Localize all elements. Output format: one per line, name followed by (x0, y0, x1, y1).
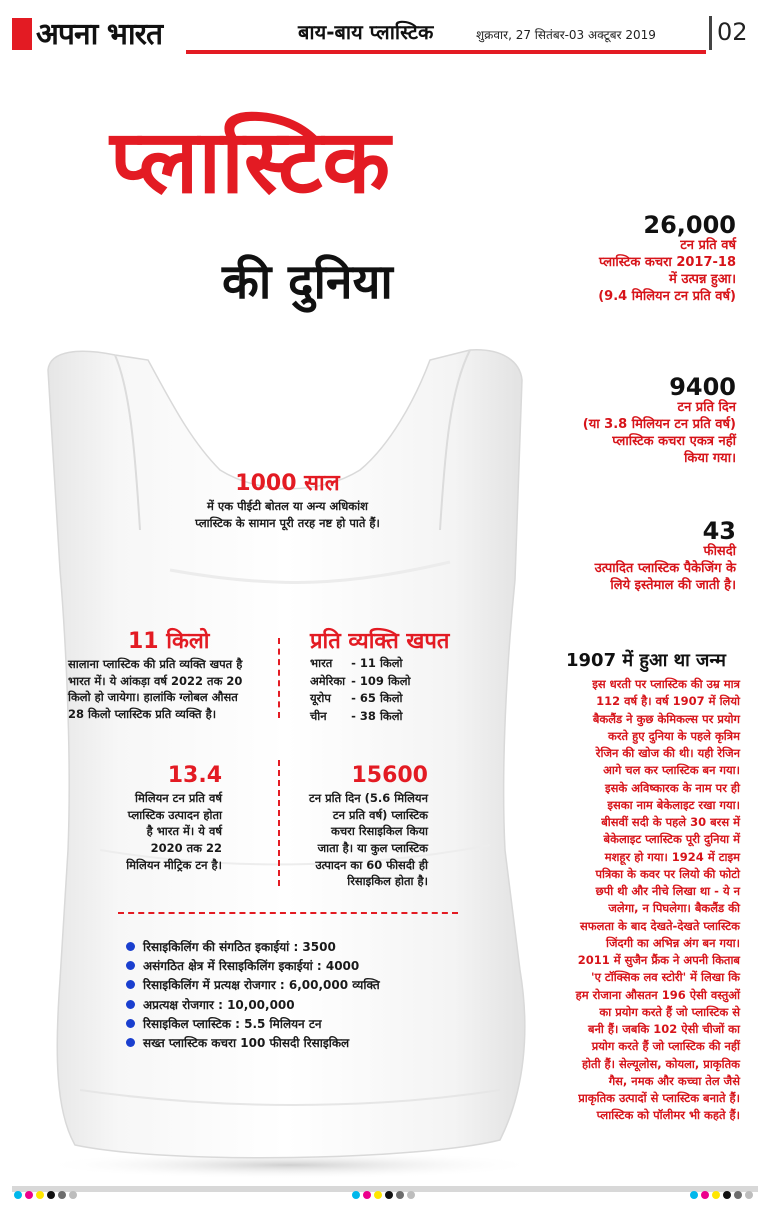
consumption-heading: प्रति व्यक्ति खपत (310, 629, 450, 654)
registration-dot (14, 1191, 22, 1199)
list-item (126, 976, 380, 995)
years-heading: 1000 साल (235, 471, 340, 496)
story-line: करते हुए दुनिया के पहले कृत्रिम (608, 728, 740, 743)
headline-sub: की दुनिया (222, 254, 393, 310)
fact-packaging (595, 518, 736, 595)
fact-waste-generated (598, 212, 736, 306)
issue-date: शुक्रवार, 27 सितंबर-03 अक्टूबर 2019 (476, 28, 656, 42)
table-row (310, 691, 417, 709)
list-item-text: अप्रत्यक्ष रोजगार : 10,00,000 (143, 997, 295, 1012)
divider-vertical (278, 638, 280, 718)
divider-vertical (278, 760, 280, 886)
country-cell: यूरोप (310, 691, 331, 706)
country-cell: अमेरिका (310, 673, 346, 688)
recycled-heading: 15600 (351, 763, 428, 788)
consumption-table (310, 656, 417, 726)
recycled-line: टन प्रति दिन (5.6 मिलियन (308, 791, 428, 805)
story-line: 112 वर्ष है। वर्ष 1907 में लियो (596, 694, 740, 709)
story-line: मशहूर हो गया। 1924 में टाइम (604, 849, 740, 864)
header-rule (186, 50, 706, 54)
country-cell: भारत (310, 656, 333, 670)
bullet-icon (126, 1000, 135, 1009)
story-line: रेजिन की खोज की थी। यही रेजिन (595, 746, 740, 760)
recycled-line: रिसाइकिल होता है। (347, 874, 428, 889)
kilo-line: भारत में। ये आंकड़ा वर्ष 2022 तक 20 (68, 673, 243, 688)
fact-text: टन प्रति वर्ष (680, 238, 736, 254)
fact-number: 9400 (669, 373, 736, 401)
list-item (126, 957, 380, 976)
production-line: 2020 तक 22 (150, 841, 222, 856)
bullet-icon (126, 1019, 135, 1028)
story-line: आगे चल कर प्लास्टिक बन गया। (603, 763, 740, 778)
story-line: बीसवीं सदी के पहले 30 बरस में (601, 815, 740, 829)
bullet-icon (126, 942, 135, 951)
registration-marks (14, 1184, 80, 1194)
table-row (310, 656, 417, 674)
registration-dot (47, 1191, 55, 1199)
list-item (126, 1034, 380, 1053)
fact-number: 43 (702, 517, 736, 545)
kilo-line: सालाना प्लास्टिक की प्रति व्यक्ति खपत है (68, 657, 243, 671)
registration-dot (690, 1191, 698, 1199)
registration-dot (385, 1191, 393, 1199)
registration-marks (352, 1184, 418, 1194)
story-line: इस धरती पर प्लास्टिक की उम्र मात्र (592, 677, 740, 691)
recycled-line: कचरा रिसाइकिल किया (331, 824, 428, 839)
registration-dot (407, 1191, 415, 1199)
production-heading: 13.4 (167, 763, 222, 788)
list-item (126, 938, 380, 957)
story-line: प्रयोग करते हैं जो प्लास्टिक की नहीं (591, 1039, 740, 1054)
registration-dot (712, 1191, 720, 1199)
kilo-line: किलो हो जायेगा। हालांकि ग्लोबल औसत (68, 690, 238, 705)
production-line: प्लास्टिक उत्पादन होता (127, 807, 222, 822)
story-line: बेकेलाइट प्लास्टिक पूरी दुनिया में (603, 832, 740, 847)
registration-dot (374, 1191, 382, 1199)
fact-text: लिये इस्तेमाल की जाती है। (610, 578, 736, 594)
list-item-text: रिसाइकिलिंग में प्रत्यक्ष रोजगार : 6,00,000 व्यक्ति (143, 978, 380, 993)
registration-dot (745, 1191, 753, 1199)
fact-text: उत्पादित प्लास्टिक पैकेजिंग के (594, 561, 736, 577)
story-line: गैस, नमक और कच्चा तेल जैसे (608, 1073, 740, 1088)
registration-dot (25, 1191, 33, 1199)
recycled-line: उत्पादन का 60 फीसदी ही (315, 857, 428, 872)
fact-text: प्लास्टिक कचरा 2017-18 (598, 255, 736, 271)
fact-number: 26,000 (643, 211, 736, 239)
years-line: में एक पीईटी बोतल या अन्य अधिकांश (207, 499, 368, 513)
kilo-line: 28 किलो प्लास्टिक प्रति व्यक्ति है। (68, 707, 217, 722)
production-line: मिलियन मीट्रिक टन है। (126, 857, 222, 872)
list-item-text: रिसाइकिल प्लास्टिक : 5.5 मिलियन टन (143, 1016, 322, 1031)
fact-text: में उत्पन्न हुआ। (669, 272, 736, 288)
production-text (70, 790, 222, 873)
fact-waste-uncollected (583, 374, 736, 468)
list-item (126, 996, 380, 1015)
registration-dot (734, 1191, 742, 1199)
story-line: इसके अविष्कारक के नाम पर ही (605, 780, 740, 795)
list-item (126, 1015, 380, 1034)
story-line: बैकलैंड ने कुछ केमिकल्स पर प्रयोग (592, 711, 740, 726)
production-line: मिलियन टन प्रति वर्ष (135, 791, 222, 805)
registration-marks (690, 1184, 756, 1194)
story-line: इसका नाम बेकेलाइट रखा गया। (607, 797, 740, 812)
recycled-text (288, 790, 428, 890)
fact-text: टन प्रति दिन (677, 400, 736, 416)
list-item-text: रिसाइकिलिंग की संगठित इकाईयां : 3500 (143, 940, 336, 954)
production-line: है भारत में। ये वर्ष (146, 824, 222, 839)
value-cell: - 109 किलो (351, 673, 411, 688)
story-line: पत्रिका के कवर पर लियो की फोटो (595, 866, 740, 881)
story-line: जलेगा, न पिघलेगा। बैकलैंड की (608, 901, 740, 916)
registration-dot (396, 1191, 404, 1199)
list-item-text: सख्त प्लास्टिक कचरा 100 फीसदी रिसाइकिल (143, 1035, 350, 1050)
fact-text: (9.4 मिलियन टन प्रति वर्ष) (598, 289, 736, 305)
story-line: 'ए टॉक्सिक लव स्टोरी' में लिखा कि (591, 970, 740, 985)
bullet-icon (126, 1038, 135, 1047)
registration-dot (723, 1191, 731, 1199)
registration-dot (36, 1191, 44, 1199)
value-cell: - 65 किलो (351, 691, 403, 706)
registration-dot (58, 1191, 66, 1199)
years-text (170, 498, 405, 531)
story-line: 2011 में सुजैन फ्रैंक ने अपनी किताब (577, 953, 740, 967)
bullet-icon (126, 980, 135, 989)
value-cell: - 38 किलो (351, 708, 403, 723)
registration-dot (363, 1191, 371, 1199)
story-line: का प्रयोग करते हैं जो प्लास्टिक से (599, 1004, 740, 1019)
country-cell: चीन (310, 708, 327, 723)
section-title: बाय-बाय प्लास्टिक (298, 20, 434, 44)
story-line: हम रोजाना औसतन 196 ऐसी वस्तुओं (575, 987, 740, 1002)
birth-story (562, 676, 740, 1125)
story-line: प्लास्टिक को पॉलीमर भी कहते हैं। (596, 1108, 740, 1123)
list-item-text: असंगठित क्षेत्र में रिसाइकिलिंग इकाईयां : 4000 (143, 959, 360, 974)
table-row (310, 674, 417, 692)
kilo-text (68, 656, 268, 723)
header-red-block (12, 18, 32, 50)
value-cell: - 11 किलो (351, 656, 403, 670)
fact-text: फीसदी (703, 544, 736, 560)
kilo-heading: 11 किलो (128, 629, 210, 654)
registration-dot (69, 1191, 77, 1199)
page-number: 02 (717, 18, 748, 46)
story-line: छपी थी और नीचे लिखा था - ये न (595, 884, 740, 898)
recycled-line: टन प्रति वर्ष) प्लास्टिक (332, 807, 428, 822)
fact-text: किया गया। (684, 451, 736, 467)
headline-main: प्लास्टिक (110, 110, 391, 213)
years-line: प्लास्टिक के सामान पूरी तरह नष्ट हो पाते हैं। (195, 515, 380, 530)
divider-horizontal (118, 912, 458, 914)
fact-text: (या 3.8 मिलियन टन प्रति वर्ष) (582, 417, 736, 433)
registration-dot (701, 1191, 709, 1199)
story-line: प्राकृतिक उत्पादों से प्लास्टिक बनाते हैं। (578, 1091, 740, 1105)
story-line: जिंदगी का अभिन्न अंग बन गया। (606, 935, 740, 950)
recycled-line: जाता है। या कुल प्लास्टिक (317, 841, 428, 856)
bullet-icon (126, 961, 135, 970)
story-line: सफलता के बाद देखते-देखते प्लास्टिक (580, 918, 740, 933)
header-separator (709, 16, 712, 50)
birth-heading: 1907 में हुआ था जन्म (566, 650, 726, 671)
registration-dot (352, 1191, 360, 1199)
story-line: बनी हैं। जबकि 102 ऐसी चीजों का (587, 1022, 740, 1036)
story-line: होती हैं। सेल्यूलोस, कोयला, प्राकृतिक (581, 1056, 740, 1071)
masthead-brand: अपना भारत (36, 17, 163, 52)
recycling-facts-list (126, 938, 380, 1053)
fact-text: प्लास्टिक कचरा एकत्र नहीं (612, 434, 736, 450)
table-row (310, 709, 417, 727)
